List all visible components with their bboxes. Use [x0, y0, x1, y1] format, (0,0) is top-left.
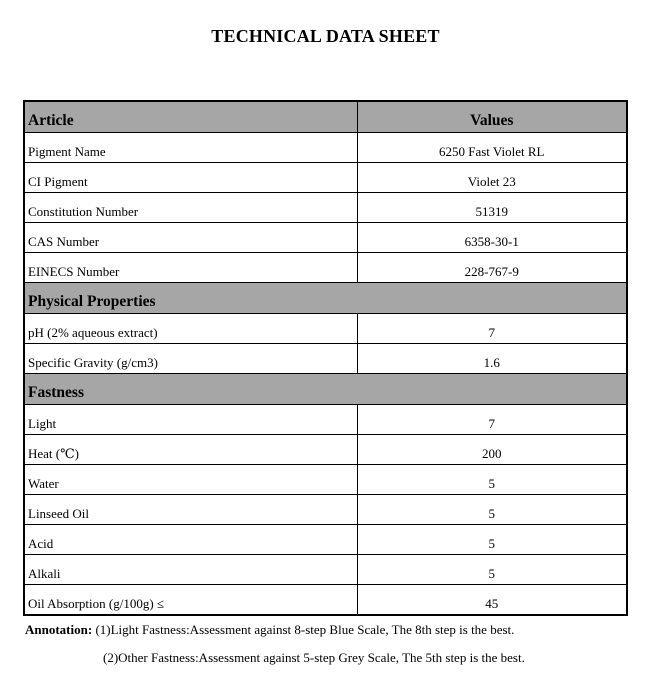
table-header-row [24, 101, 627, 133]
section-header-physical-properties [24, 283, 627, 314]
row-value: 7 [357, 314, 627, 344]
row-label: pH (2% aqueous extract) [24, 314, 357, 344]
row-value: 200 [357, 435, 627, 465]
row-value: 5 [357, 495, 627, 525]
table-row [24, 435, 627, 465]
table-row [24, 405, 627, 435]
technical-data-table [23, 100, 628, 616]
header-article: Article [24, 101, 357, 133]
row-label: Specific Gravity (g/cm3) [24, 344, 357, 374]
section-header-fastness [24, 374, 627, 405]
row-value: Violet 23 [357, 163, 627, 193]
row-value: 6250 Fast Violet RL [357, 133, 627, 163]
row-label: Pigment Name [24, 133, 357, 163]
row-value: 228-767-9 [357, 253, 627, 283]
section-title: Fastness [24, 374, 627, 405]
row-value: 7 [357, 405, 627, 435]
table-row [24, 253, 627, 283]
row-label: Heat (℃) [24, 435, 357, 465]
row-value: 6358-30-1 [357, 223, 627, 253]
table-row [24, 133, 627, 163]
row-label: Constitution Number [24, 193, 357, 223]
annotation-label: Annotation: [25, 622, 93, 637]
row-value: 1.6 [357, 344, 627, 374]
annotation-line-2: (2)Other Fastness:Assessment against 5-step Grey Scale, The 5th step is the best. [103, 650, 525, 665]
table-row [24, 525, 627, 555]
row-value: 5 [357, 555, 627, 585]
row-label: Acid [24, 525, 357, 555]
section-title: Physical Properties [24, 283, 627, 314]
row-label: CI Pigment [24, 163, 357, 193]
header-values: Values [357, 101, 627, 133]
row-label: Light [24, 405, 357, 435]
table-row [24, 223, 627, 253]
row-value: 5 [357, 465, 627, 495]
table-row [24, 495, 627, 525]
document-title: TECHNICAL DATA SHEET [211, 26, 440, 46]
row-label: Oil Absorption (g/100g) ≤ [24, 585, 357, 616]
row-label: CAS Number [24, 223, 357, 253]
annotation-text-1: (1)Light Fastness:Assessment against 8-step Blue Scale, The 8th step is the best. [92, 622, 515, 637]
row-label: Linseed Oil [24, 495, 357, 525]
annotation-line-1 [25, 622, 514, 638]
table-row [24, 465, 627, 495]
table-row [24, 163, 627, 193]
row-value: 45 [357, 585, 627, 616]
table-row [24, 555, 627, 585]
table-row [24, 585, 627, 616]
table-row [24, 193, 627, 223]
row-label: Alkali [24, 555, 357, 585]
row-label: Water [24, 465, 357, 495]
row-value: 51319 [357, 193, 627, 223]
row-value: 5 [357, 525, 627, 555]
row-label: EINECS Number [24, 253, 357, 283]
table-row [24, 344, 627, 374]
table-row [24, 314, 627, 344]
